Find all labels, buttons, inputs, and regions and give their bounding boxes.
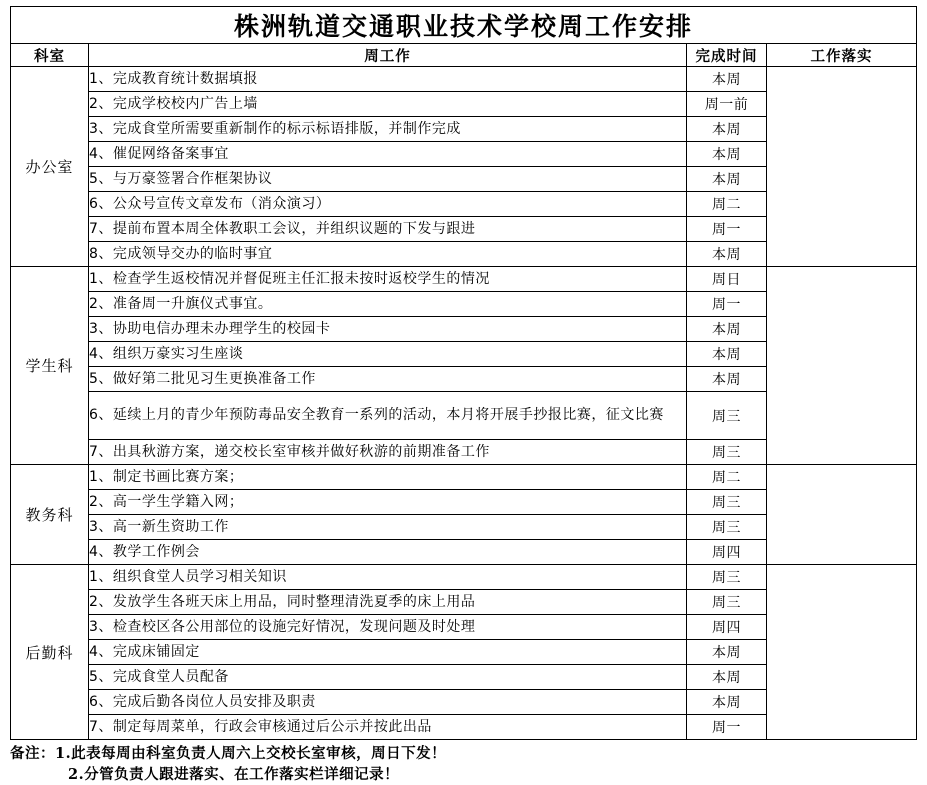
time-cell: 周四 [686, 615, 766, 640]
task-cell: 1、检查学生返校情况并督促班主任汇报未按时返校学生的情况 [89, 267, 687, 292]
task-cell: 2、发放学生各班天床上用品，同时整理清洗夏季的床上用品 [89, 590, 687, 615]
time-cell: 周三 [686, 515, 766, 540]
dept-cell: 办公室 [11, 67, 89, 267]
time-cell: 周一 [686, 217, 766, 242]
task-cell: 7、出具秋游方案，递交校长室审核并做好秋游的前期准备工作 [89, 440, 687, 465]
time-cell: 周一 [686, 715, 766, 740]
dept-cell: 教务科 [11, 465, 89, 565]
task-cell: 3、完成食堂所需要重新制作的标示标语排版，并制作完成 [89, 117, 687, 142]
time-cell: 本周 [686, 167, 766, 192]
page-title: 株洲轨道交通职业技术学校周工作安排 [11, 7, 917, 44]
implementation-cell[interactable] [766, 565, 916, 740]
task-cell: 2、完成学校校内广告上墙 [89, 92, 687, 117]
implementation-cell[interactable] [766, 465, 916, 565]
table-row [11, 465, 917, 490]
column-header-implementation: 工作落实 [766, 44, 916, 67]
task-cell: 4、组织万豪实习生座谈 [89, 342, 687, 367]
task-cell: 4、教学工作例会 [89, 540, 687, 565]
time-cell: 周一 [686, 292, 766, 317]
time-cell: 周三 [686, 392, 766, 440]
task-cell: 6、延续上月的青少年预防毒品安全教育一系列的活动，本月将开展手抄报比赛，征文比赛 [89, 392, 687, 440]
dept-cell: 学生科 [11, 267, 89, 465]
task-cell: 3、高一新生资助工作 [89, 515, 687, 540]
time-cell: 周三 [686, 590, 766, 615]
time-cell: 本周 [686, 242, 766, 267]
task-cell: 3、检查校区各公用部位的设施完好情况，发现问题及时处理 [89, 615, 687, 640]
task-cell: 4、完成床铺固定 [89, 640, 687, 665]
time-cell: 周二 [686, 192, 766, 217]
task-cell: 8、完成领导交办的临时事宜 [89, 242, 687, 267]
time-cell: 周日 [686, 267, 766, 292]
weekly-work-schedule-table [10, 6, 917, 740]
task-cell: 7、制定每周菜单，行政会审核通过后公示并按此出品 [89, 715, 687, 740]
task-cell: 4、催促网络备案事宜 [89, 142, 687, 167]
task-cell: 2、准备周一升旗仪式事宜。 [89, 292, 687, 317]
task-cell: 5、完成食堂人员配备 [89, 665, 687, 690]
table-row [11, 267, 917, 292]
time-cell: 本周 [686, 367, 766, 392]
table-row [11, 565, 917, 590]
implementation-cell[interactable] [766, 267, 916, 465]
footer-line-2: 2.分管负责人跟进落实、在工作落实栏详细记录！ [68, 766, 400, 784]
time-cell: 本周 [686, 342, 766, 367]
time-cell: 本周 [686, 117, 766, 142]
time-cell: 本周 [686, 67, 766, 92]
task-cell: 1、完成教育统计数据填报 [89, 67, 687, 92]
time-cell: 周四 [686, 540, 766, 565]
time-cell: 本周 [686, 665, 766, 690]
column-header-dept: 科室 [11, 44, 89, 67]
table-row [11, 67, 917, 92]
time-cell: 周二 [686, 465, 766, 490]
task-cell: 5、做好第二批见习生更换准备工作 [89, 367, 687, 392]
task-cell: 2、高一学生学籍入网； [89, 490, 687, 515]
time-cell: 本周 [686, 690, 766, 715]
column-header-task: 周工作 [89, 44, 687, 67]
task-cell: 3、协助电信办理未办理学生的校园卡 [89, 317, 687, 342]
time-cell: 本周 [686, 317, 766, 342]
time-cell: 周三 [686, 440, 766, 465]
header-row [11, 44, 917, 67]
time-cell: 周三 [686, 565, 766, 590]
task-cell: 1、制定书画比赛方案； [89, 465, 687, 490]
footer-line-1: 备注：1.此表每周由科室负责人周六上交校长室审核，周日下发！ [10, 745, 447, 762]
footer-notes [10, 743, 917, 785]
table-body [11, 7, 917, 740]
time-cell: 本周 [686, 142, 766, 167]
time-cell: 周三 [686, 490, 766, 515]
task-cell: 6、公众号宣传文章发布（消众演习） [89, 192, 687, 217]
task-cell: 7、提前布置本周全体教职工会议，并组织议题的下发与跟进 [89, 217, 687, 242]
implementation-cell[interactable] [766, 67, 916, 267]
task-cell: 1、组织食堂人员学习相关知识 [89, 565, 687, 590]
title-row [11, 7, 917, 44]
dept-cell: 后勤科 [11, 565, 89, 740]
task-cell: 6、完成后勤各岗位人员安排及职责 [89, 690, 687, 715]
time-cell: 本周 [686, 640, 766, 665]
task-cell: 5、与万豪签署合作框架协议 [89, 167, 687, 192]
time-cell: 周一前 [686, 92, 766, 117]
column-header-time: 完成时间 [686, 44, 766, 67]
